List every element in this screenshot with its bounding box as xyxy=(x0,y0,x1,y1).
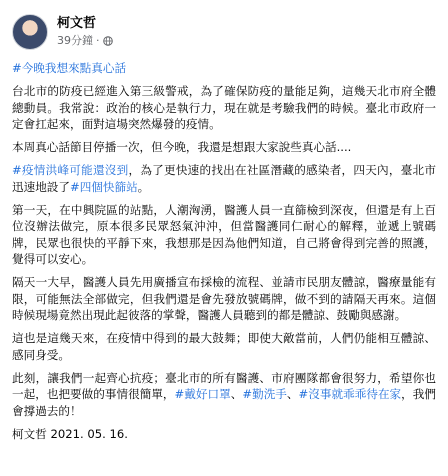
post-signoff: 柯文哲 2021. 05. 16. xyxy=(12,427,128,442)
hashtag-link[interactable]: #四個快篩站 xyxy=(69,179,138,194)
author-name[interactable]: 柯文哲 xyxy=(57,16,97,31)
paragraph-text: 此刻，讓我們一起齊心抗疫；臺北市的所有醫護、市府團隊都會很努力，希望你也一起，也把要做的事情很簡單， xyxy=(12,371,436,402)
hashtag-link[interactable]: #今晚我想來點真心話 xyxy=(12,61,127,75)
post-paragraph-1: 台北市的防疫已經進入第三級警戒，為了確保防疫的量能足夠，這幾天北市府全體總動員。我常說：政治的核心是執行力，現在就是考驗我們的時候。臺北市政府一定會扛起來，面對這場突然爆發的疫情。 xyxy=(12,84,436,132)
paragraph-text: 。 xyxy=(137,179,150,194)
post-paragraph-5: 隔天一大早，醫護人員先用廣播宣布採檢的流程、並請市民朋友體諒，醫療量能有限，可能無法全部做完，但我們還是會先發放號碼牌，做不到的請隔天再來。這個時候現場竟然出現此起彼落的掌聲，醫護人員聽到的都是體諒、鼓勵與感謝。 xyxy=(12,275,436,323)
author-avatar[interactable] xyxy=(12,14,48,50)
separator-dot: · xyxy=(96,34,100,47)
separator-text: 、 xyxy=(286,387,299,402)
post-paragraph-6: 這也是這幾天來，在疫情中得到的最大鼓舞；即使大敵當前，人們仍能相互體諒、感同身受。 xyxy=(12,331,436,362)
paragraph-text: ，我們會撐過去的！ xyxy=(12,387,436,418)
post-paragraph-7 xyxy=(12,370,436,419)
post-paragraph-title xyxy=(12,60,436,76)
post-timestamp[interactable]: 39分鐘 xyxy=(57,34,93,47)
paragraph-text: ，為了更快速的找出在社區潛藏的感染者，四天內，臺北市迅速地設了 xyxy=(12,163,436,194)
post-paragraph-4: 第一天，在中興院區的站點，人潮洶湧，醫護人員一直篩檢到深夜，但還是有上百位沒辦法做完，原本很多民眾怒氣沖沖，但當醫護同仁耐心的解釋，並遞上號碼牌，民眾也很快的平靜下來，我想那是因為他們知道，自己將會得到完善的照護，覺得可以安心。 xyxy=(12,203,436,267)
hashtag-link[interactable]: #沒事就乖乖待在家 xyxy=(298,387,402,402)
post-paragraph-2: 本周真心話節目停播一次，但今晚，我還是想跟大家說些真心話.... xyxy=(12,140,352,155)
post-meta xyxy=(57,16,113,48)
post-header xyxy=(12,10,436,54)
post-body xyxy=(12,60,436,443)
post-subline xyxy=(57,34,113,48)
globe-icon[interactable] xyxy=(103,36,113,46)
hashtag-link[interactable]: #勤洗手 xyxy=(242,387,287,402)
separator-text: 、 xyxy=(230,387,243,402)
hashtag-link[interactable]: #戴好口罩 xyxy=(174,387,231,402)
post-paragraph-3 xyxy=(12,162,436,195)
hashtag-link[interactable]: #疫情洪峰可能還沒到 xyxy=(12,163,129,178)
